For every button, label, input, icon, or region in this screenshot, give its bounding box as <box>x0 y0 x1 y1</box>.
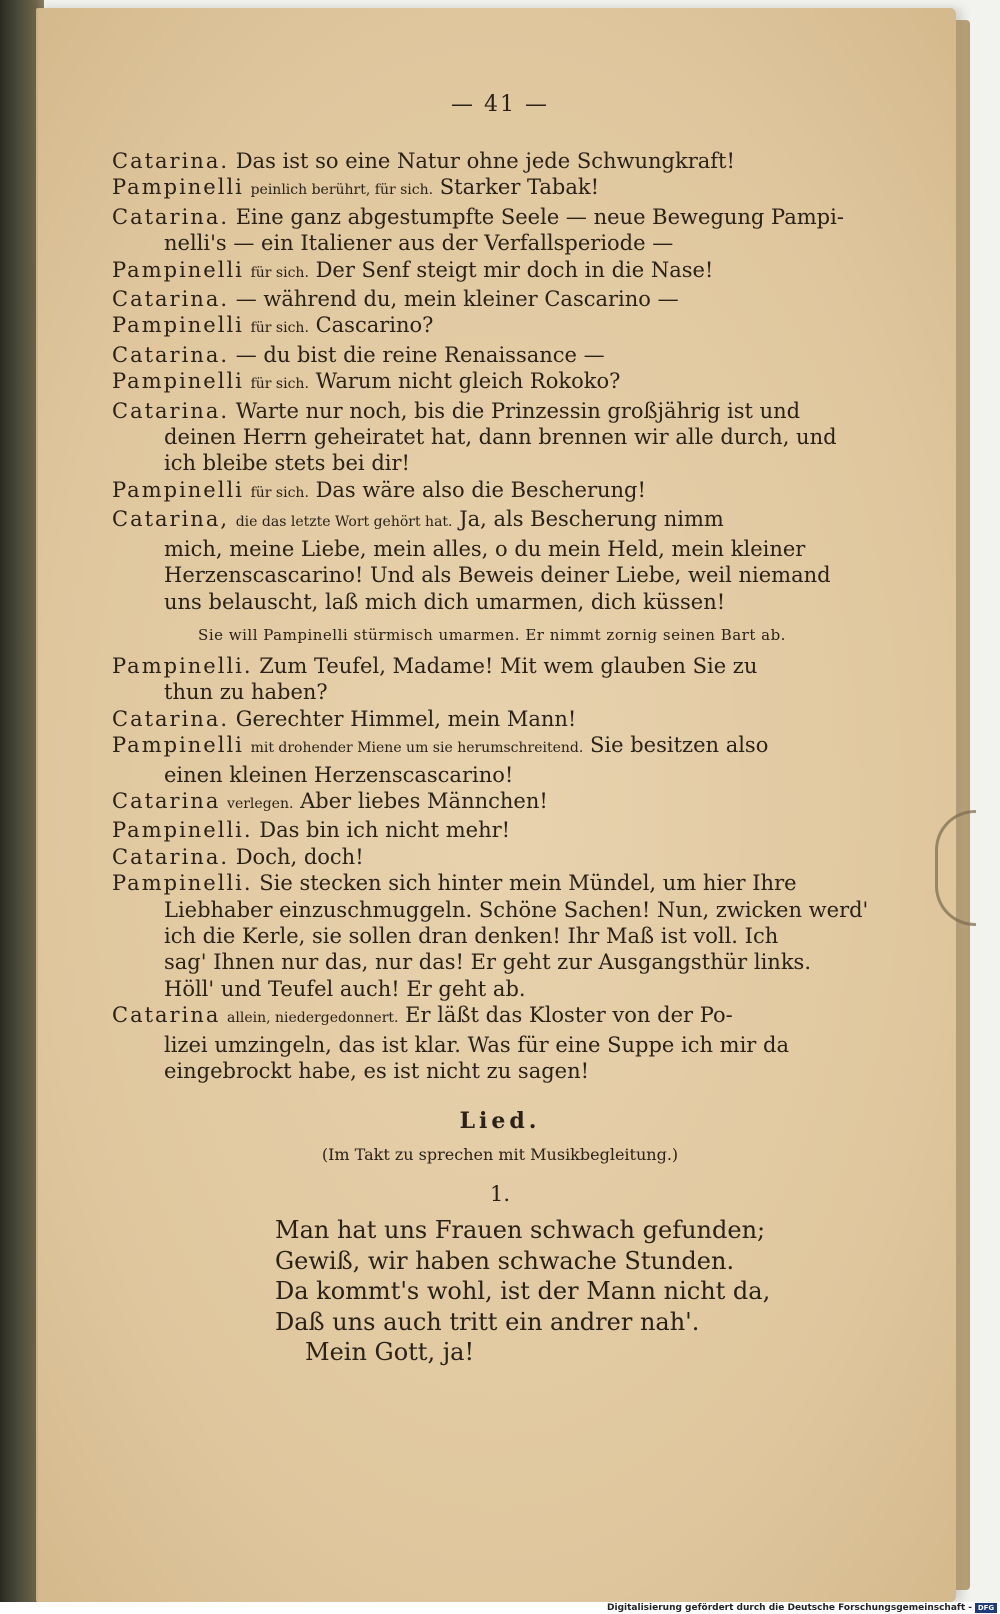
dialogue-continuation-line: lizei umzingeln, das ist klar. Was für eine Suppe ich mir da <box>164 1032 789 1057</box>
speaker-name: Pampinelli. <box>112 871 253 896</box>
dialogue-continuation-line: uns belauscht, laß mich dich umarmen, dich küssen! <box>164 589 726 614</box>
inline-direction: peinlich berührt, für sich. <box>250 182 434 199</box>
speaker-name: Catarina. <box>112 844 230 869</box>
dialogue-line <box>112 870 902 896</box>
inline-direction: für sich. <box>250 376 309 393</box>
speaker-name: Pampinelli <box>112 733 244 758</box>
song-subtitle: (Im Takt zu sprechen mit Musikbegleitung.) <box>321 1145 679 1164</box>
spoken-text: Aber liebes Männchen! <box>300 788 548 813</box>
inline-direction: die das letzte Wort gehört hat. <box>235 514 453 531</box>
inline-direction: für sich. <box>250 264 309 281</box>
spoken-text: Er läßt das Kloster von der Po- <box>405 1003 733 1028</box>
dialogue-block <box>112 148 902 1084</box>
dfg-logo: DFG <box>975 1603 997 1613</box>
dialogue-line <box>112 174 902 203</box>
verse-line: Daß uns auch tritt ein andrer nah'. <box>275 1307 700 1336</box>
spoken-text: Gerechter Himmel, mein Mann! <box>235 706 577 731</box>
dialogue-line <box>112 732 902 761</box>
dialogue-line <box>112 1002 902 1031</box>
dialogue-line <box>112 477 902 506</box>
dialogue-continuation-line: Höll' und Teufel auch! Er geht ab. <box>164 976 526 1001</box>
dialogue-line <box>112 844 902 870</box>
dialogue-continuation-line: Liebhaber einzuschmuggeln. Schöne Sachen! Nun, zwicken werd' <box>164 897 869 922</box>
speaker-name: Pampinelli <box>112 175 244 200</box>
dialogue-line <box>112 342 902 368</box>
dialogue-continuation-line: sag' Ihnen nur das, nur das! Er geht zur Ausgangsthür links. <box>164 950 812 975</box>
spoken-text: Zum Teufel, Madame! Mit wem glauben Sie zu <box>259 653 758 678</box>
speaker-name: Pampinelli <box>112 257 244 282</box>
dialogue-line <box>112 204 902 230</box>
speaker-name: Pampinelli. <box>112 653 253 678</box>
spoken-text: — du bist die reine Renaissance — <box>235 342 605 367</box>
spoken-text: Starker Tabak! <box>439 175 600 200</box>
dialogue-line <box>112 706 902 732</box>
speaker-name: Catarina. <box>112 204 230 229</box>
dialogue-continuation-line: eingebrockt habe, es ist nicht zu sagen! <box>164 1059 590 1083</box>
speaker-name: Pampinelli <box>112 313 244 338</box>
speaker-name: Pampinelli <box>112 477 244 502</box>
page-number: — 41 — <box>451 92 549 117</box>
verse-line: Da kommt's wohl, ist der Mann nicht da, <box>275 1277 771 1305</box>
dialogue-line <box>112 257 902 286</box>
stage-direction: Sie will Pampinelli stürmisch umarmen. Er nimmt zornig seinen Bart ab. <box>198 625 786 644</box>
dialogue-continuation-line: thun zu haben? <box>164 680 328 705</box>
spoken-text: Doch, doch! <box>235 844 364 869</box>
spoken-text: Warte nur noch, bis die Prinzessin großjährig ist und <box>235 398 801 423</box>
speaker-name: Pampinelli <box>112 369 244 394</box>
dialogue-line <box>112 148 902 174</box>
inline-direction: für sich. <box>250 320 309 337</box>
song-verse <box>275 1215 915 1368</box>
speaker-name: Pampinelli. <box>112 818 253 843</box>
spoken-text: Der Senf steigt mir doch in die Nase! <box>315 257 714 282</box>
spoken-text: — während du, mein kleiner Cascarino — <box>235 287 679 312</box>
verse-number: 1. <box>489 1182 511 1206</box>
inline-direction: allein, niedergedonnert. <box>227 1010 399 1027</box>
spoken-text: Cascarino? <box>315 313 434 338</box>
speaker-name: Catarina. <box>112 287 230 312</box>
page-clip <box>935 810 976 926</box>
dialogue-line <box>112 788 902 817</box>
page-stack-edge <box>956 20 970 1590</box>
dialogue-line <box>112 817 902 843</box>
dialogue-line <box>112 368 902 397</box>
spoken-text: Ja, als Bescherung nimm <box>459 507 724 532</box>
dialogue-continuation-line: nelli's — ein Italiener aus der Verfallsperiode — <box>164 231 674 256</box>
speaker-name: Catarina. <box>112 149 230 173</box>
verse-line: Man hat uns Frauen schwach gefunden; <box>275 1216 766 1244</box>
spoken-text: Das ist so eine Natur ohne jede Schwungkraft! <box>235 149 735 173</box>
speaker-name: Catarina. <box>112 342 230 367</box>
footer-credit: Digitalisierung gefördert durch die Deutsche Forschungsgemeinschaft - <box>607 1603 972 1613</box>
song-title: Lied. <box>459 1108 541 1134</box>
speaker-name: Catarina <box>112 788 221 813</box>
dialogue-line <box>112 398 902 424</box>
spoken-text: Warum nicht gleich Rokoko? <box>315 369 621 394</box>
speaker-name: Catarina, <box>112 507 230 532</box>
spoken-text: Das wäre also die Bescherung! <box>315 477 646 502</box>
dialogue-continuation-line: Herzenscascarino! Und als Beweis deiner Liebe, weil niemand <box>164 563 831 588</box>
dialogue-line <box>112 286 902 312</box>
speaker-name: Catarina. <box>112 398 230 423</box>
dialogue-line <box>112 506 902 535</box>
dialogue-continuation-line: ich die Kerle, sie sollen dran denken! Ihr Maß ist voll. Ich <box>164 923 779 948</box>
verse-line: Mein Gott, ja! <box>305 1338 475 1366</box>
dialogue-line <box>112 653 902 679</box>
footer-bar <box>0 1602 1000 1614</box>
spoken-text: Das bin ich nicht mehr! <box>259 818 511 843</box>
inline-direction: verlegen. <box>227 795 294 812</box>
speaker-name: Catarina <box>112 1003 221 1028</box>
dialogue-continuation-line: einen kleinen Herzenscascarino! <box>164 762 514 787</box>
dialogue-continuation-line: ich bleibe stets bei dir! <box>164 451 410 476</box>
spoken-text: Sie stecken sich hinter mein Mündel, um hier Ihre <box>259 871 797 896</box>
verse-line: Gewiß, wir haben schwache Stunden. <box>275 1246 735 1275</box>
inline-direction: für sich. <box>250 484 309 501</box>
dialogue-line <box>112 312 902 341</box>
spoken-text: Eine ganz abgestumpfte Seele — neue Bewegung Pampi- <box>235 204 844 229</box>
spoken-text: Sie besitzen also <box>590 733 769 758</box>
inline-direction: mit drohender Miene um sie herumschreitend. <box>250 740 584 757</box>
speaker-name: Catarina. <box>112 706 230 731</box>
dialogue-continuation-line: deinen Herrn geheiratet hat, dann brennen wir alle durch, und <box>164 425 837 450</box>
dialogue-continuation-line: mich, meine Liebe, mein alles, o du mein Held, mein kleiner <box>164 536 806 561</box>
